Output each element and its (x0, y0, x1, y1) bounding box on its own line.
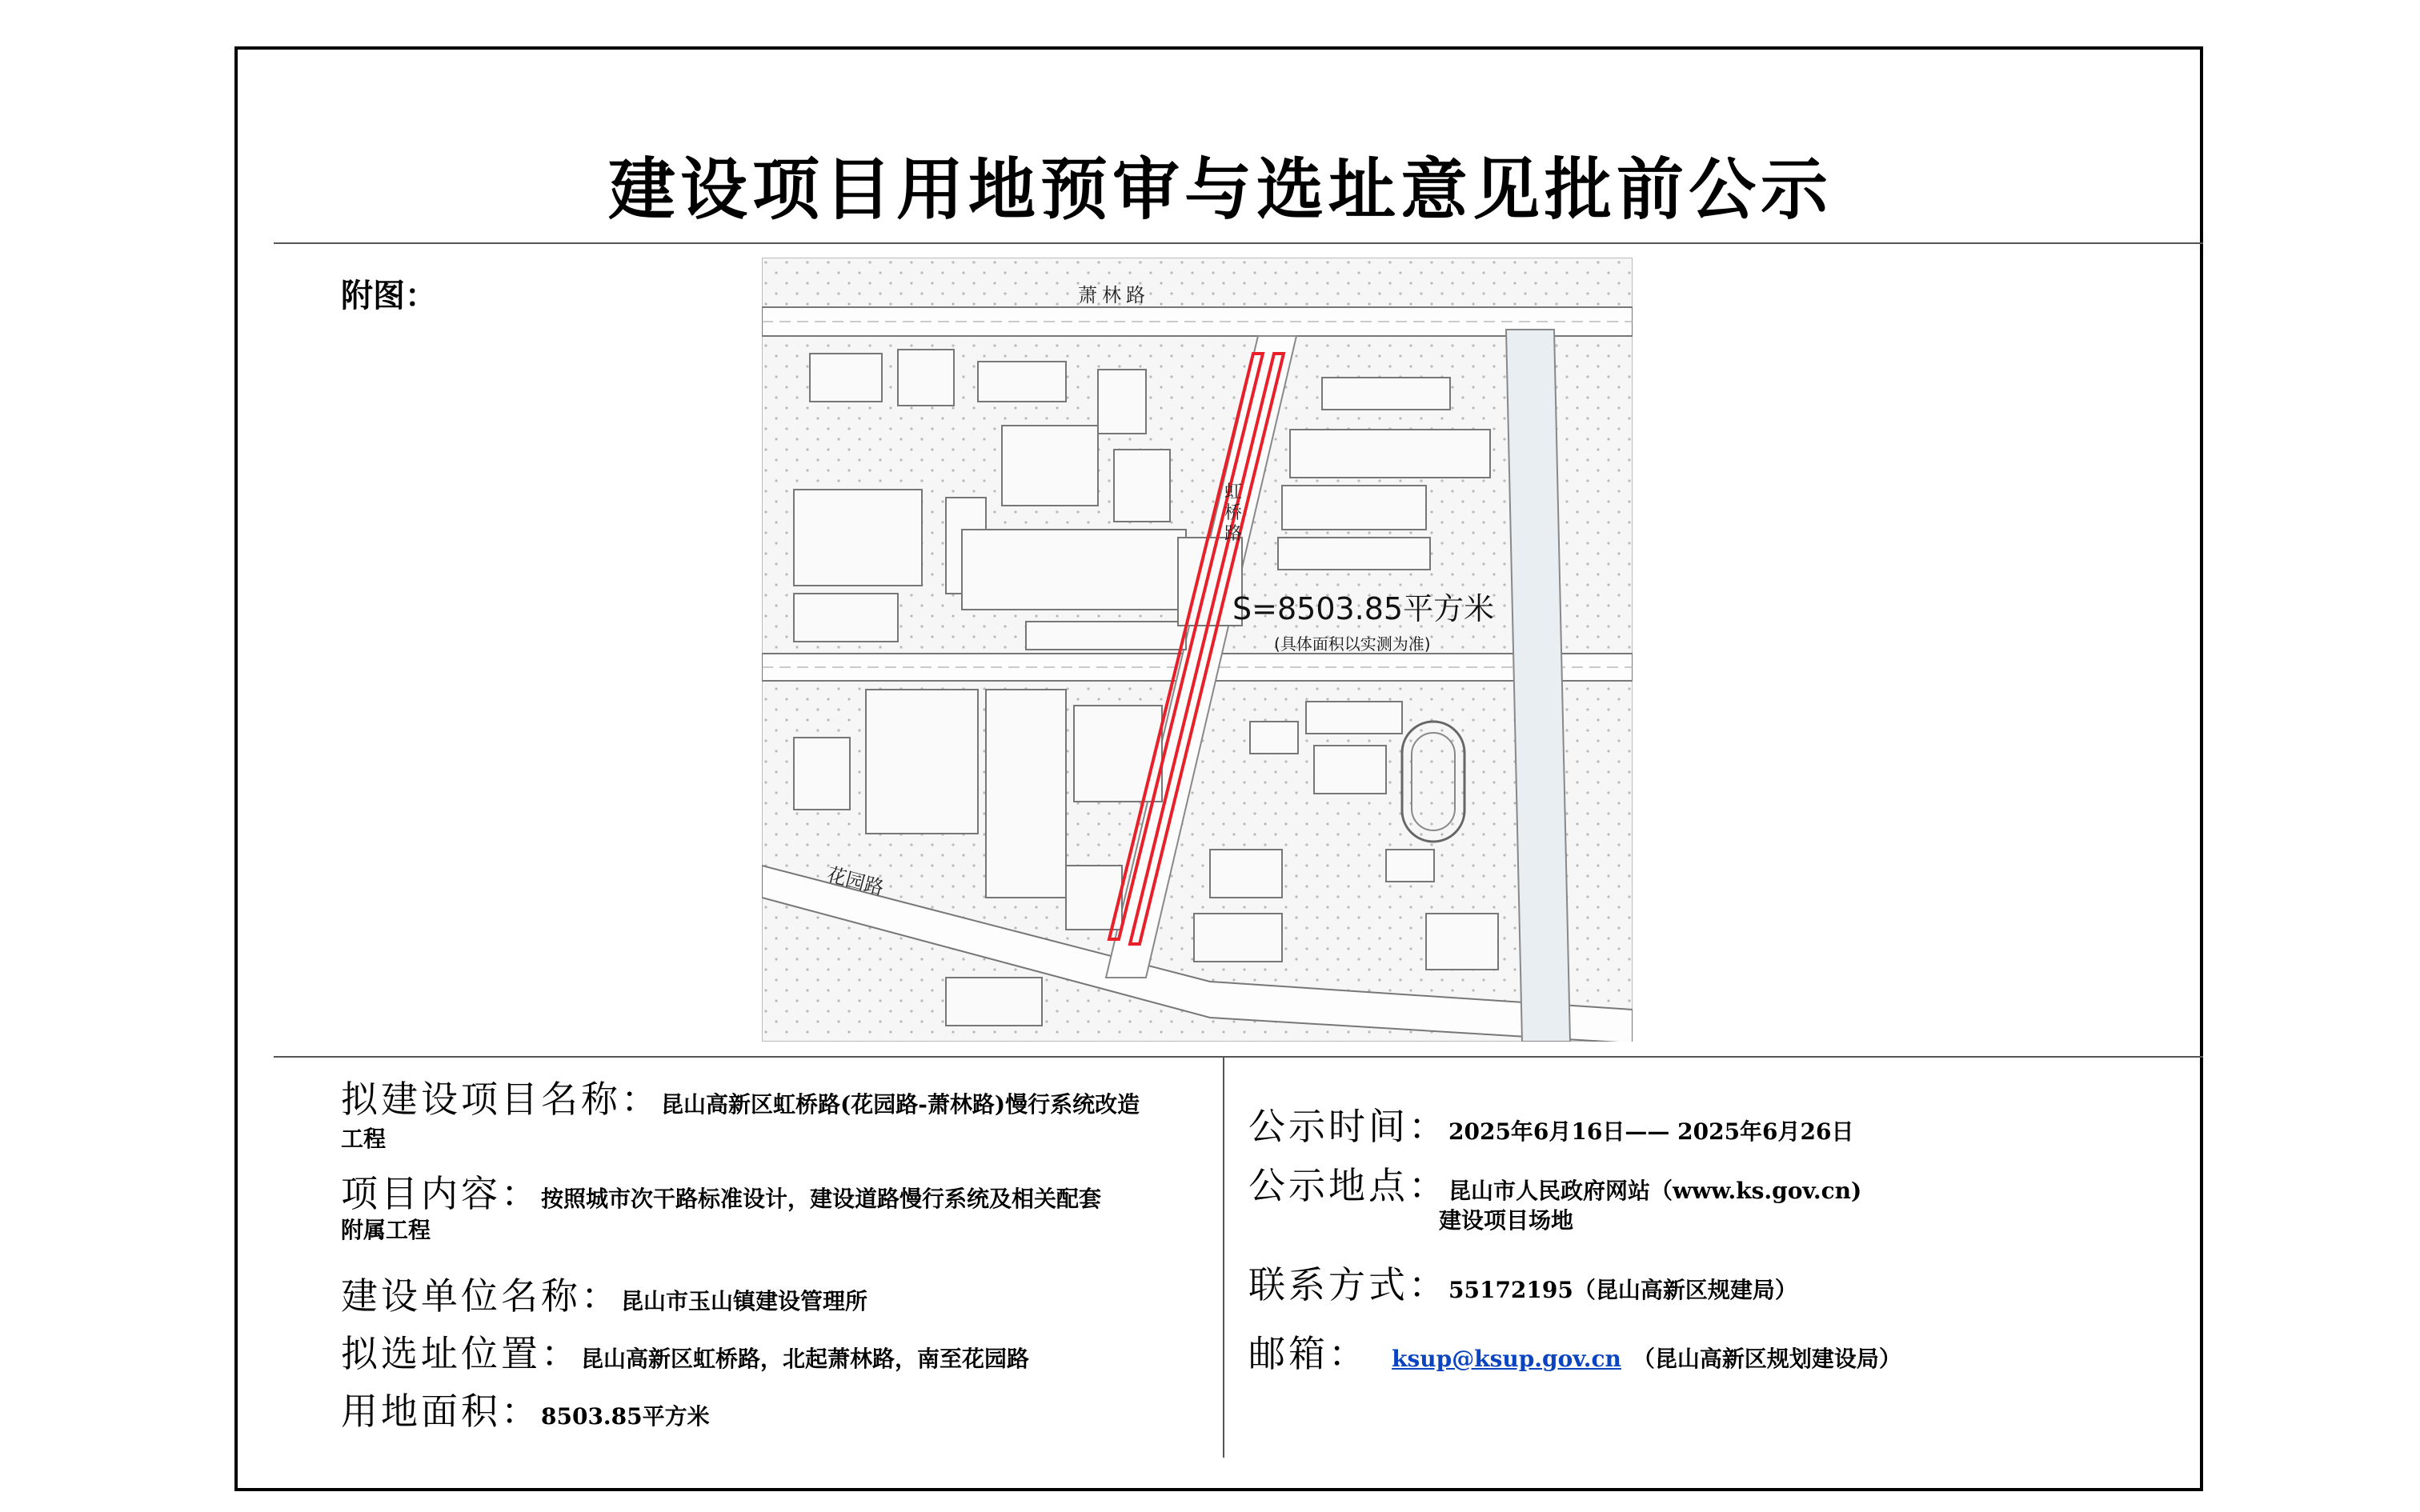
road-xiaolin (762, 307, 1633, 336)
area-annotation: S=8503.85平方米 (1232, 591, 1495, 626)
location-value: 昆山高新区虹桥路，北起萧林路，南至花园路 (581, 1346, 1030, 1372)
unit-row (341, 1267, 867, 1320)
project-name-label: 拟建设项目名称： (341, 1078, 661, 1121)
content-value-line1: 按照城市次干路标准设计，建设道路慢行系统及相关配套 (541, 1186, 1102, 1212)
unit-value: 昆山市玉山镇建设管理所 (621, 1288, 868, 1314)
place-row (1248, 1157, 1861, 1210)
email-link[interactable]: ksup@ksup.gov.cn (1392, 1346, 1621, 1372)
place-value-line1: 昆山市人民政府网站（www.ks.gov.cn) (1448, 1178, 1862, 1204)
content-row (341, 1165, 1101, 1218)
place-value-line2: 建设项目场地 (1439, 1207, 1574, 1234)
contact-row (1248, 1256, 1797, 1309)
place-label: 公示地点： (1248, 1164, 1448, 1207)
contact-value: 55172195（昆山高新区规建局） (1448, 1277, 1797, 1303)
info-column-divider (1223, 1058, 1224, 1458)
road-label-huayuan: 花园路 (824, 862, 887, 900)
content-label: 项目内容： (341, 1172, 541, 1215)
time-row (1248, 1098, 1854, 1150)
email-org: （昆山高新区规划建设局） (1632, 1346, 1901, 1372)
site-map (762, 258, 1633, 1042)
time-value: 2025年6月16日—— 2025年6月26日 (1448, 1118, 1854, 1145)
email-label: 邮箱： (1248, 1332, 1368, 1375)
area-label: 用地面积： (341, 1390, 541, 1433)
page-title: 建设项目用地预审与选址意见批前公示 (607, 150, 1833, 229)
time-label: 公示时间： (1248, 1105, 1448, 1148)
project-name-value-line2: 工程 (341, 1126, 387, 1152)
info-divider (274, 1056, 2203, 1058)
title-divider (274, 242, 2203, 244)
contact-label: 联系方式： (1248, 1263, 1448, 1306)
location-label: 拟选址位置： (341, 1332, 581, 1375)
area-row (341, 1382, 710, 1435)
email-row (1248, 1325, 1901, 1378)
road-label-hongqiao: 虹桥路 (1224, 482, 1243, 544)
project-name-value-line1: 昆山高新区虹桥路(花园路-萧林路)慢行系统改造 (661, 1091, 1140, 1118)
project-name-row (341, 1070, 1140, 1123)
area-note: (具体面积以实测为准) (1274, 634, 1431, 654)
figure-label: 附图： (341, 278, 437, 314)
road-label-xiaolin: 萧林路 (1078, 284, 1150, 306)
content-value-line2: 附属工程 (341, 1217, 431, 1243)
area-value: 8503.85平方米 (541, 1403, 710, 1430)
unit-label: 建设单位名称： (341, 1274, 621, 1318)
location-row (341, 1325, 1029, 1378)
